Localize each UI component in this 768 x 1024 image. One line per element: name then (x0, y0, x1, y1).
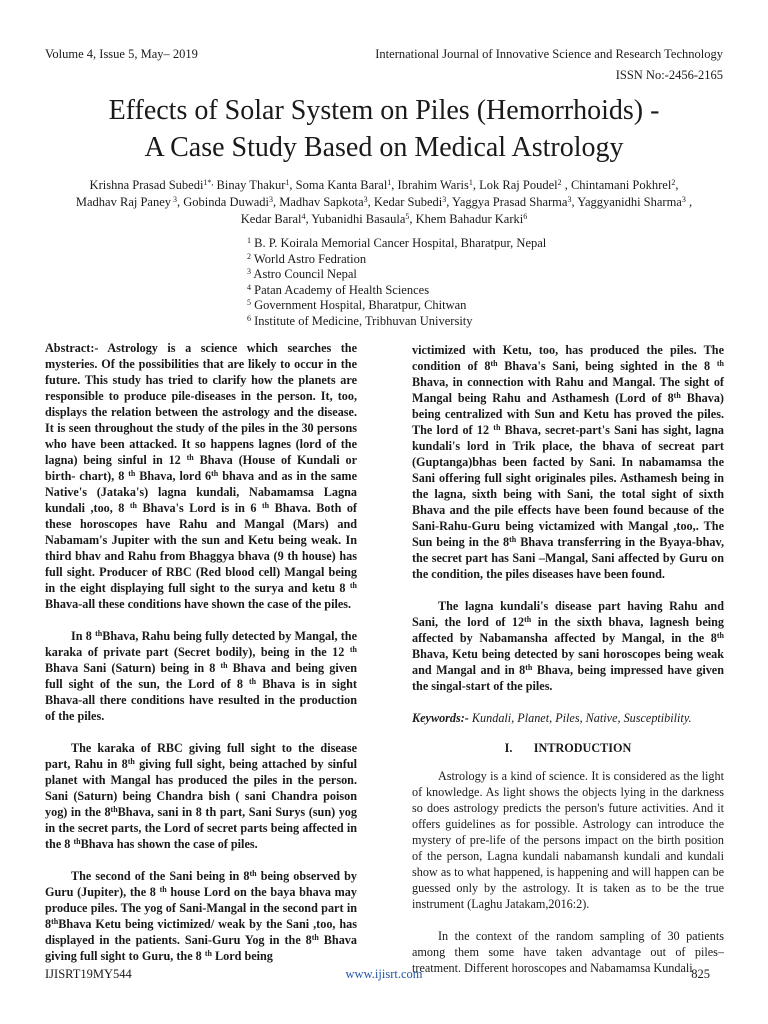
affiliation-number: 4 (247, 282, 251, 292)
affiliation-number: 5 (247, 298, 251, 308)
ordinal-superscript: th (509, 535, 517, 544)
affiliation-item (247, 236, 546, 252)
ordinal-superscript: th (673, 391, 681, 400)
ordinal-superscript: th (159, 885, 167, 894)
ordinal-superscript: th (110, 805, 118, 814)
affiliation-marker: 3 (442, 195, 447, 204)
affiliation-text: Astro Council Nepal (251, 267, 357, 282)
ordinal-superscript: th (524, 615, 532, 624)
affiliation-marker: 3 (171, 195, 178, 204)
affiliation-text: Institute of Medicine, Tribhuvan University (251, 313, 473, 328)
paragraph: victimized with Ketu, too, has produced the piles. The condition of 8th Bhava's Sani, being sighted in the 8 $^{th}$ Bhava, in connection with Rahu and Mangal. The sight of Mangal being Rahu and Asthamesh (Lord of 8th Bhava) being centralized with Sun and Ketu has proved the piles. The lord of 12 $^{th}$ Bhava, secret-part's Sani has sight, lagna kundali's lord in Trik place, the bhava of secreat part (Guptanga)bhas been facted by Sani. In nabamamsa the Sani offering full sight originales piles. Asthamesh being in the lagna, sixth being with Sani, the total sight of sixth Bhava and the pile effects have been found because of the Sani-Rahu-Guru being victamized with Mangal ,too,. The Sun being in the 8th Bhava transferring in the Byaya-bhav, the secret part has Sani –Mangal, Sani affected by Guru on the condition, the piles diseases have been found. (412, 343, 725, 581)
affiliation-number: 2 (247, 251, 251, 261)
affiliation-item (247, 298, 546, 314)
affiliations (247, 236, 546, 330)
ordinal-superscript: th (493, 423, 501, 432)
ordinal-superscript: th (249, 677, 257, 686)
ordinal-superscript: th (525, 663, 533, 672)
author-name: , (685, 195, 693, 209)
ordinal-superscript: th (127, 757, 135, 766)
author-line (50, 177, 718, 194)
affiliation-marker: 1 (468, 178, 473, 187)
issn: ISSN No:-2456-2165 (615, 68, 723, 82)
author-name: , Khem Bahadur Karki (409, 212, 524, 226)
affiliation-marker: 1 (285, 178, 290, 187)
author-line (50, 194, 718, 211)
ordinal-superscript: th (51, 917, 59, 926)
ordinal-superscript: th (211, 469, 219, 478)
author-name: , Ibrahim Waris (391, 178, 469, 192)
affiliation-marker: 3 (567, 195, 572, 204)
volume-issue: Volume 4, Issue 5, May– 2019 (45, 47, 198, 61)
ordinal-superscript: th (311, 933, 319, 942)
website-link[interactable]: www.ijisrt.com (345, 967, 423, 981)
paragraph: The karaka of RBC giving full sight to the disease part, Rahu in 8th giving full sight, being attached by sinful planet with Mangal has produced the piles in the person. Sani (Saturn) being Chandra bish ( sani Chandra poison yog) in the 8thBhava, sani in 8 th part, Sani Surys (sun) yog in the secret parts, the Lord of secret parts being affected in the 8 $^{th}$Bhava has shown the case of piles. (45, 741, 357, 851)
ordinal-superscript: th (349, 645, 357, 654)
author-line (50, 211, 718, 228)
ordinal-superscript: th (261, 501, 270, 510)
affiliation-marker: 5 (405, 212, 410, 221)
ordinal-superscript: th (73, 837, 81, 846)
paragraph: The second of the Sani being in 8th being observed by Guru (Jupiter), the 8 $^{th}$ house Lord on the baya bhava may produce piles. The yog of Sani-Mangal in the second part in 8thBhava Ketu being victimized/ weak by the Sani ,too, has displayed in the patients. Sani-Guru Yog in the 8th Bhava giving full sight to Guru, the 8 $^{th}$ Lord being (45, 869, 357, 963)
left-column (45, 340, 357, 964)
page-number: 825 (691, 967, 710, 981)
paragraph: Astrology is a kind of science. It is considered as the light of knowledge. As light shows the objects lying in the darkness so does astrology predicts the person's future activities. And it offers guidelines as for possible. Astrology can introduce the mystery of pre-life of the persons impact on the birth position of the person, Lagna kundali nabamansh kundali and kundali show as to what happened, is happening and will happen can be guessed only by the astrology. It is taken as to be the true instrument (Laghu Jatakam,2016:2). (412, 769, 724, 911)
paper-code: IJISRT19MY544 (45, 967, 132, 981)
ordinal-superscript: th (716, 631, 724, 640)
author-name: Kedar Baral (240, 212, 302, 226)
affiliation-marker: 1*, (203, 178, 214, 187)
ordinal-superscript: th (716, 359, 724, 368)
ordinal-superscript: th (349, 581, 357, 590)
author-name: , Chintamani Pokhrel (561, 178, 672, 192)
author-name: , Yaggya Prasad Sharma (446, 195, 568, 209)
right-column (412, 342, 724, 976)
ordinal-superscript: th (186, 453, 194, 462)
title-line-1: Effects of Solar System on Piles (Hemorrhoids) - (108, 95, 660, 126)
paragraph: In 8 $^{th}$Bhava, Rahu being fully detected by Mangal, the karaka of private part (Secret bodily), being in the 12 $^{th}$ Bhava Sani (Saturn) being in 8 $^{th}$ Bhava and being given full sight of the sun, the Lord of 8 $^{th}$ Bhava is in sight Bhava-all there conditions have resulted in the production of the piles. (45, 629, 357, 723)
author-name: , Gobinda Duwadi (177, 195, 270, 209)
author-name: , Soma Kanta Baral (289, 178, 388, 192)
affiliation-text: B. P. Koirala Memorial Cancer Hospital, Bharatpur, Nepal (251, 236, 547, 250)
affiliation-marker: 1 (387, 178, 392, 187)
affiliation-marker: 3 (681, 195, 686, 204)
affiliation-text: Patan Academy of Health Sciences (251, 282, 430, 297)
affiliation-number: 3 (247, 267, 251, 277)
paragraph: Keywords:- Kundali, Planet, Piles, Native, Susceptibility. (412, 711, 692, 725)
affiliation-item (247, 252, 546, 268)
affiliation-number: 1 (247, 236, 251, 245)
author-name: Krishna Prasad Subedi (89, 178, 204, 192)
affiliation-marker: 3 (363, 195, 368, 204)
keyword-list: Kundali, Planet, Piles, Native, Susceptibility. (468, 711, 692, 725)
author-name: , Yubanidhi Basaula (305, 212, 406, 226)
journal-name: International Journal of Innovative Science and Research Technology (375, 47, 723, 61)
affiliation-text: Government Hospital, Bharatpur, Chitwan (251, 298, 467, 313)
affiliation-item (247, 267, 546, 283)
affiliation-marker: 3 (269, 195, 274, 204)
affiliation-item (247, 314, 546, 330)
ordinal-superscript: th (249, 869, 257, 878)
affiliation-item (247, 283, 546, 299)
affiliation-marker: 6 (523, 212, 528, 221)
paragraph: In the context of the random sampling of 30 patients among them some have taken advantage out of piles– treatment. Different horoscopes and Nabamamsa Kundali (412, 929, 724, 975)
author-list (50, 177, 718, 228)
affiliation-marker: 4 (301, 212, 306, 221)
title-line-2: A Case Study Based on Medical Astrology (144, 132, 624, 163)
ordinal-superscript: th (128, 469, 136, 478)
paper-title (40, 92, 728, 166)
affiliation-marker: 2 (557, 178, 562, 187)
ordinal-superscript: th (490, 359, 498, 368)
author-name: Binay Thakur (213, 178, 286, 192)
ordinal-superscript: th (204, 949, 212, 958)
paragraph: I. INTRODUCTION (504, 741, 632, 755)
affiliation-number: 6 (247, 313, 251, 323)
author-name: , Lok Raj Poudel (472, 178, 558, 192)
author-name: , Madhav Sapkota (273, 195, 364, 209)
affiliation-marker: 2 (671, 178, 676, 187)
author-name: Madhav Raj Paney (75, 195, 172, 209)
paragraph: The lagna kundali's disease part having Rahu and Sani, the lord of 12th in the sixth bhava, lagnesh being affected by Nabamansha affected by Mangal, in the 8th Bhava, Ketu being detected by sani horoscopes being weak and Mangal and in 8th Bhava, being impressed have given the singal-start of the piles. (412, 599, 724, 693)
author-name: , Yaggyanidhi Sharma (571, 195, 682, 209)
author-name: , (675, 178, 679, 192)
ordinal-superscript: th (129, 501, 137, 510)
affiliation-text: World Astro Fedration (251, 251, 367, 266)
ordinal-superscript: th (95, 629, 103, 638)
author-name: , Kedar Subedi (367, 195, 443, 209)
paragraph: Abstract:- Astrology is a science which searches the mysteries. Of the possibilities that are likely to occur in the future. This study has tried to clarify how the planets are responsible to produce pile-diseases in the person. It, too, displays the relation between the astrology and the disease. It is seen throughout the study of the piles in the 30 persons who have been attacked. It so happens lagnes (lord of the lagna) being sinful in 12 $^{th}$ Bhava (House of Kundali or birth- chart), 8 $^{th}$ Bhava, lord 6th bhava and as in the same Native's (Jataka's) lagna kundali, Nabamamsa Lagna kundali ,too, 8 $^{th}$ Bhava's Lord is in 6 $^{th}$ Bhava. Both of these horoscopes have Rahu and Mangal (Mars) and Nabamam's Jupiter with the sun and Ketu being weak. In third bhav and Rahu from Bhaggya bhava (9 th house) has full sight. Producer of RBC (Red blood cell) Mangal being in the eight displaying full sight to the surya and ketu 8 $^{th}$ Bhava-all these conditions have shown the case of the piles. (45, 341, 357, 611)
ordinal-superscript: th (220, 661, 228, 670)
